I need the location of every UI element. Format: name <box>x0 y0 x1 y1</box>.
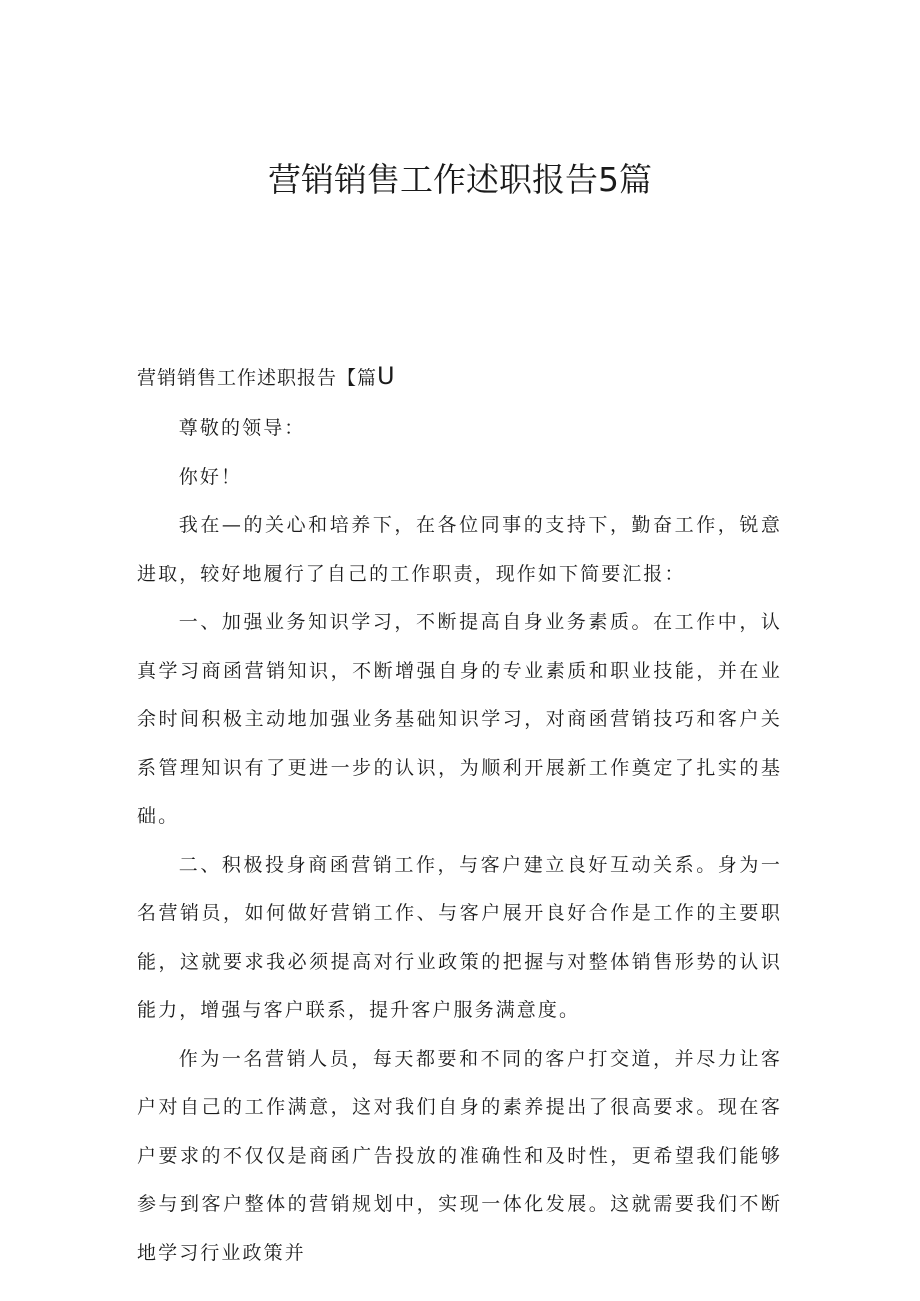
document-body <box>137 404 782 1277</box>
section-heading-text: 营销销售工作述职报告【篇 <box>137 367 378 389</box>
salutation: 尊敬的领导： <box>178 417 306 439</box>
greeting: 你好！ <box>178 465 243 488</box>
body-paragraph: 作为一名营销人员，每天都要和不同的客户打交道，并尽力让客户对自己的工作满意，这对我们自身的素养提出了很高要求。现在客户要求的不仅仅是商函广告投放的准确性和及时性，更希望我们能够参与到客户整体的营销规划中，实现一体化发展。这就需要我们不断地学习行业政策并 <box>137 1047 782 1264</box>
body-paragraph: 一、加强业务知识学习，不断提高自身业务素质。在工作中，认真学习商函营销知识，不断增强自身的专业素质和职业技能，并在业余时间积极主动地加强业务基础知识学习，对商函营销技巧和客户关系管理知识有了更进一步的认识，为顺利开展新工作奠定了扎实的基础。 <box>137 611 782 827</box>
body-paragraph: 二、积极投身商函营销工作，与客户建立良好互动关系。身为一名营销员，如何做好营销工作、与客户展开良好合作是工作的主要职能，这就要求我必须提高对行业政策的把握与对整体销售形势的认识能力，增强与客户联系，提升客户服务满意度。 <box>137 853 782 1021</box>
section-number: U <box>377 362 396 390</box>
document-title: 营销销售工作述职报告5篇 <box>268 160 652 199</box>
section-heading <box>137 360 396 394</box>
body-paragraph: 我在—的关心和培养下，在各位同事的支持下，勤奋工作，锐意进取，较好地履行了自己的工作职责，现作如下简要汇报： <box>137 514 782 585</box>
